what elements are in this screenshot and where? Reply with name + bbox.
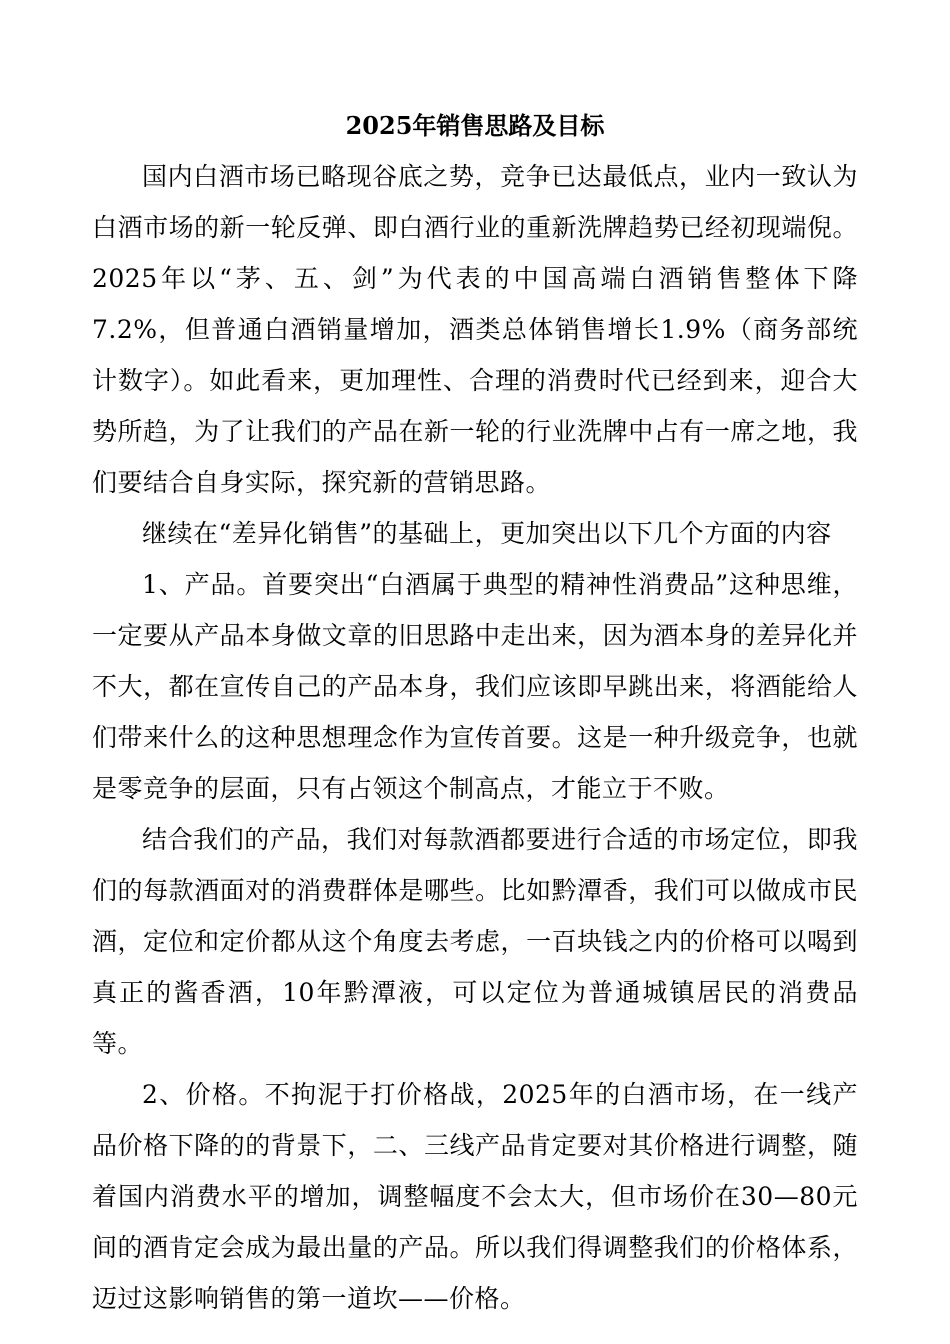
paragraph-price: 2、价格。不拘泥于打价格战，2025年的白酒市场，在一线产品价格下降的的背景下，二、三线产品肯定要对其价格进行调整，随着国内消费水平的增加，调整幅度不会太大，但市场价在30—80元间的酒肯定会成为最出量的产品。所以我们得调整我们的价格体系，迈过这影响销售的第一道坎——价格。 <box>92 1080 858 1313</box>
paragraph-differentiation: 继续在“差异化销售”的基础上，更加突出以下几个方面的内容 <box>142 519 832 548</box>
paragraph-product: 1、产品。首要突出“白酒属于典型的精神性消费品”这种思维，一定要从产品本身做文章的旧思路中走出来，因为酒本身的差异化并不大，都在宣传自己的产品本身，我们应该即早跳出来，将酒能给人们带来什么的这种思想理念作为宣传首要。这是一种升级竞争，也就是零竞争的层面，只有占领这个制高点，才能立于不败。 <box>92 570 858 803</box>
paragraph-positioning: 结合我们的产品，我们对每款酒都要进行合适的市场定位，即我们的每款酒面对的消费群体是哪些。比如黔潭香，我们可以做成市民酒，定位和定价都从这个角度去考虑，一百块钱之内的价格可以喝到真正的酱香酒，10年黔潭液，可以定位为普通城镇居民的消费品等。 <box>92 825 858 1058</box>
paragraph-intro: 国内白酒市场已略现谷底之势，竞争已达最低点，业内一致认为白酒市场的新一轮反弹、即白酒行业的重新洗牌趋势已经初现端倪。2025年以“茅、五、剑”为代表的中国高端白酒销售整体下降7.2%，但普通白酒销量增加，酒类总体销售增长1.9%（商务部统计数字）。如此看来，更加理性、合理的消费时代已经到来，迎合大势所趋，为了让我们的产品在新一轮的行业洗牌中占有一席之地，我们要结合自身实际，探究新的营销思路。 <box>92 162 858 497</box>
document-body <box>92 151 858 1324</box>
document-title: 2025年销售思路及目标 <box>345 111 605 140</box>
